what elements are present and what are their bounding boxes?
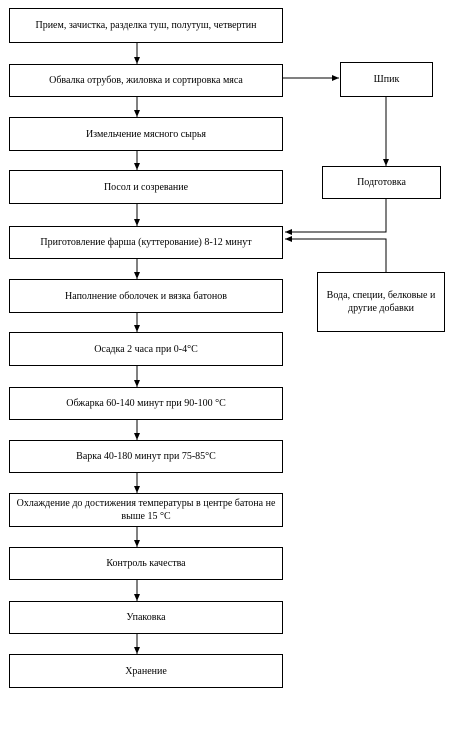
side-fat: Шпик <box>340 62 433 97</box>
step-mince: Приготовление фарша (куттерование) 8-12 минут <box>9 226 283 259</box>
step-reception: Прием, зачистка, разделка туш, полутуш, четвертин <box>9 8 283 43</box>
step-roasting: Обжарка 60-140 минут при 90-100 °C <box>9 387 283 420</box>
step-cooking: Варка 40-180 минут при 75-85°C <box>9 440 283 473</box>
side-additives: Вода, специи, белковые и другие добавки <box>317 272 445 332</box>
step-storage: Хранение <box>9 654 283 688</box>
side-preparation: Подготовка <box>322 166 441 199</box>
step-deboning: Обвалка отрубов, жиловка и сортировка мяса <box>9 64 283 97</box>
step-filling: Наполнение оболочек и вязка батонов <box>9 279 283 313</box>
step-settling: Осадка 2 часа при 0-4°C <box>9 332 283 366</box>
step-packaging: Упаковка <box>9 601 283 634</box>
step-cooling: Охлаждение до достижения температуры в центре батона не выше 15 °C <box>9 493 283 527</box>
step-grinding: Измельчение мясного сырья <box>9 117 283 151</box>
step-salting: Посол и созревание <box>9 170 283 204</box>
step-quality-control: Контроль качества <box>9 547 283 580</box>
